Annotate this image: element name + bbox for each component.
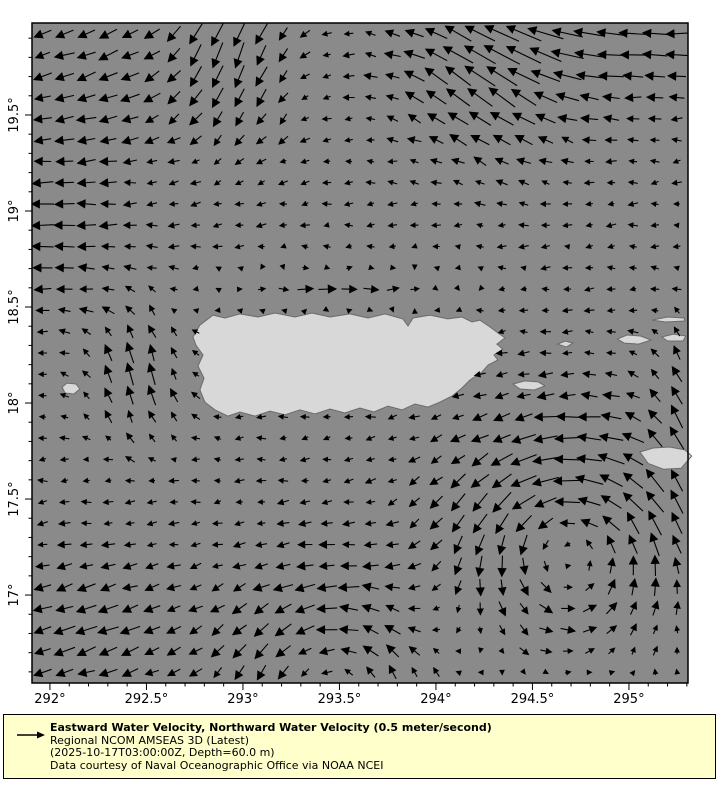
y-axis-tick-label: 18° <box>7 391 22 415</box>
legend-courtesy-line: Data courtesy of Naval Oceanographic Office via NOAA NCEI <box>50 758 384 772</box>
y-axis-tick-label: 17° <box>7 583 22 607</box>
reference-arrow-icon <box>16 730 46 740</box>
y-axis-tick-label: 19.5° <box>7 97 22 133</box>
legend-text-block <box>50 722 492 772</box>
y-axis-tick-label: 18.5° <box>7 289 22 325</box>
legend-box <box>3 714 716 779</box>
legend-title: Eastward Water Velocity, Northward Water Velocity (0.5 meter/second) <box>50 721 492 734</box>
x-axis-tick-label: 295° <box>613 692 645 707</box>
y-axis-tick-label: 17.5° <box>7 481 22 517</box>
x-axis-tick-label: 293° <box>227 692 259 707</box>
x-axis-tick-label: 294.5° <box>510 692 555 707</box>
x-axis-tick-label: 294° <box>420 692 452 707</box>
legend-time-depth-line: (2025-10-17T03:00:00Z, Depth=60.0 m) <box>50 746 275 760</box>
y-axis-tick-label: 19° <box>7 199 22 223</box>
legend-model-line: Regional NCOM AMSEAS 3D (Latest) <box>50 733 249 747</box>
x-axis-tick-label: 293.5° <box>317 692 362 707</box>
x-axis-tick-label: 292° <box>34 692 66 707</box>
x-axis-tick-label: 292.5° <box>124 692 169 707</box>
